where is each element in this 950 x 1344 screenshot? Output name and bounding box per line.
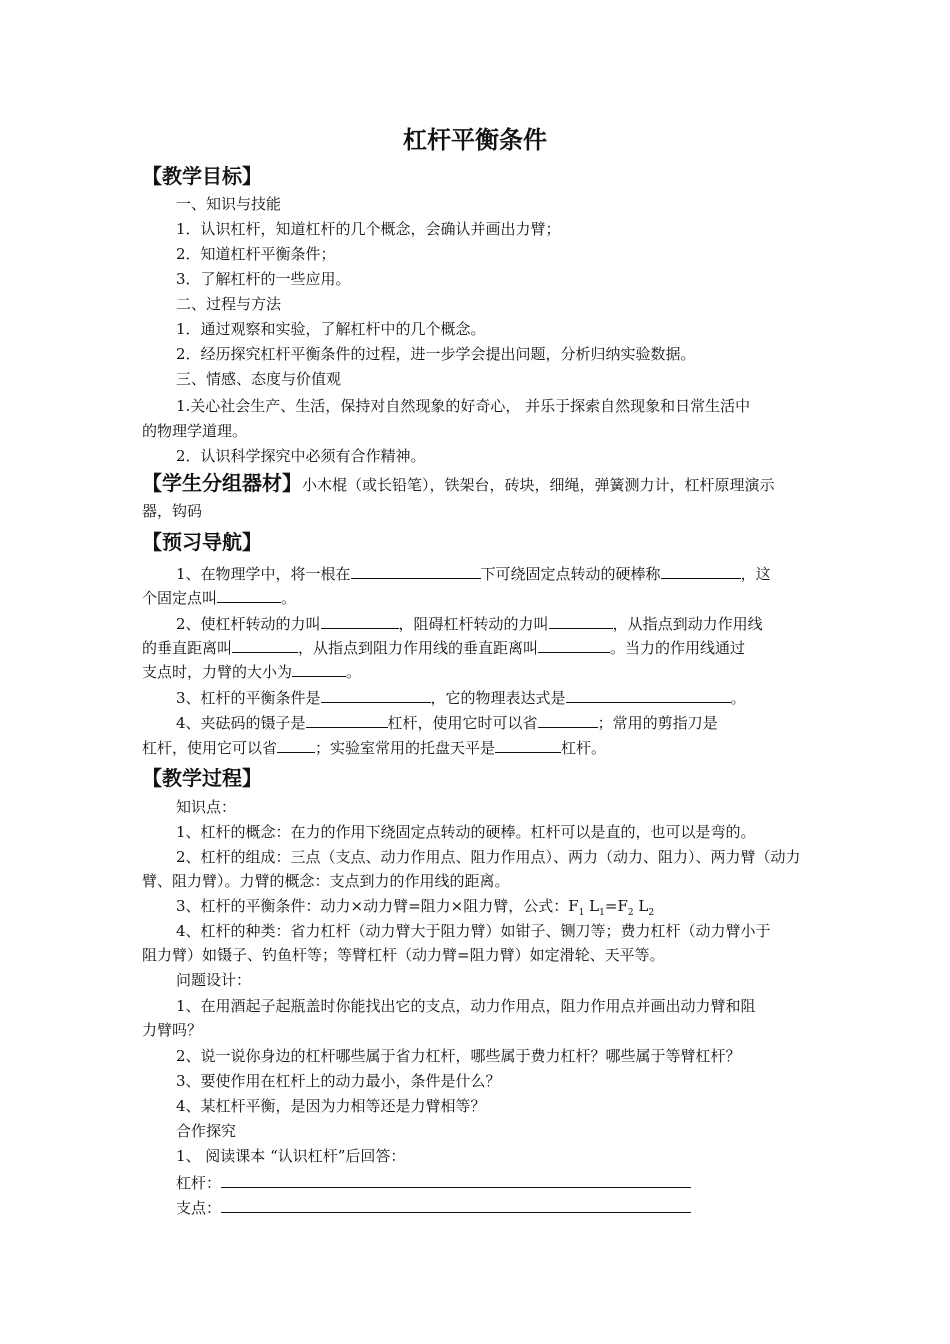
answer-blank[interactable] <box>351 560 481 579</box>
preview-question-2-cont: 支点时，力臂的大小为 。 <box>142 658 810 684</box>
process-line: 1、 阅读课本 “认识杠杆”后回答： <box>176 1147 406 1165</box>
process-line: 臂、阻力臂）。力臂的概念：支点到力的作用线的距离。 <box>142 872 510 890</box>
goal-line: 1.关心社会生产、生活，保持对自然现象的好奇心， 并乐于探索自然现象和日常生活中 <box>176 397 751 415</box>
preview-question-4-cont: 杠杆，使用它可以省 ；实验室常用的托盘天平是 杠杆。 <box>142 734 810 760</box>
goal-line: 的物理学道理。 <box>142 422 248 440</box>
equipment-text: 小木棍（或长铅笔），铁架台，砖块，细绳，弹簧测力计，杠杆原理演示 <box>302 476 775 494</box>
answer-blank[interactable] <box>217 584 281 603</box>
process-line: 4、杠杆的种类：省力杠杆（动力臂大于阻力臂）如钳子、铡刀等；费力杠杆（动力臂小于 <box>176 922 771 940</box>
process-line: 3、要使作用在杠杆上的动力最小，条件是什么？ <box>176 1072 501 1090</box>
answer-blank[interactable] <box>277 734 315 753</box>
goal-line: 二、过程与方法 <box>176 295 282 313</box>
process-line: 阻力臂）如镊子、钓鱼杆等；等臂杠杆（动力臂=阻力臂）如定滑轮、天平等。 <box>142 946 665 964</box>
goal-line: 三、情感、态度与价值观 <box>176 370 342 388</box>
answer-blank[interactable] <box>566 684 731 703</box>
answer-line-lever: 杠杆： <box>142 1169 844 1195</box>
process-line: 合作探究 <box>176 1122 237 1140</box>
preview-question-1: 1、在物理学中，将一根在 下可绕固定点转动的硬棒称 ，这 <box>142 560 844 586</box>
answer-blank[interactable] <box>321 684 431 703</box>
answer-blank[interactable] <box>221 1169 691 1188</box>
answer-blank[interactable] <box>221 1194 691 1213</box>
goal-line: 3．了解杠杆的一些应用。 <box>176 270 351 288</box>
goal-line: 2．知道杠杆平衡条件； <box>176 245 336 263</box>
preview-question-3: 3、杠杆的平衡条件是 ，它的物理表达式是 。 <box>142 684 844 710</box>
process-line: 1、在用酒起子起瓶盖时你能找出它的支点，动力作用点，阻力作用点并画出动力臂和阻 <box>176 997 756 1015</box>
answer-blank[interactable] <box>292 658 346 677</box>
goal-line: 一、知识与技能 <box>176 195 282 213</box>
process-line: 问题设计： <box>176 971 252 989</box>
section-heading-equipment: 【学生分组器材】 <box>142 471 302 495</box>
section-heading-preview: 【预习导航】 <box>142 530 262 554</box>
answer-blank[interactable] <box>538 709 598 728</box>
goal-line: 2．认识科学探究中必须有合作精神。 <box>176 447 426 465</box>
answer-line-fulcrum: 支点： <box>142 1194 844 1220</box>
goal-line: 2．经历探究杠杆平衡条件的过程，进一步学会提出问题，分析归纳实验数据。 <box>176 345 696 363</box>
answer-blank[interactable] <box>321 610 399 629</box>
process-line: 2、说一说你身边的杠杆哪些属于省力杠杆，哪些属于费力杠杆？哪些属于等臂杠杆？ <box>176 1047 741 1065</box>
answer-blank[interactable] <box>549 610 613 629</box>
process-line: 4、某杠杆平衡，是因为力相等还是力臂相等？ <box>176 1097 486 1115</box>
equipment-line: 器，钩码 <box>142 502 203 520</box>
preview-question-2: 2、使杠杆转动的力叫 ，阻碍杠杆转动的力叫 ，从指点到动力作用线 <box>142 610 844 636</box>
equipment-line <box>142 469 810 499</box>
page-title: 杠杆平衡条件 <box>403 126 547 154</box>
section-heading-goals: 【教学目标】 <box>142 164 262 188</box>
process-line: 力臂吗？ <box>142 1021 203 1039</box>
formula-line: 3、杠杆的平衡条件：动力×动力臂=阻力×阻力臂，公式：$F_1$ $L_1=F_2$ $L_2$ <box>176 897 655 918</box>
process-line: 知识点： <box>176 798 237 816</box>
preview-question-4: 4、夹砝码的镊子是 杠杆，使用它时可以省 ；常用的剪指刀是 <box>142 709 844 735</box>
goal-line: 1．认识杠杆，知道杠杆的几个概念，会确认并画出力臂； <box>176 220 561 238</box>
process-line: 2、杠杆的组成：三点（支点、动力作用点、阻力作用点）、两力（动力、阻力）、两力臂（动力 <box>176 848 801 866</box>
answer-blank[interactable] <box>495 734 561 753</box>
process-line: 1、杠杆的概念：在力的作用下绕固定点转动的硬棒。杠杆可以是直的，也可以是弯的。 <box>176 823 756 841</box>
answer-blank[interactable] <box>538 634 610 653</box>
preview-question-1-cont: 个固定点叫 。 <box>142 584 810 610</box>
answer-blank[interactable] <box>306 709 388 728</box>
preview-question-2-cont: 的垂直距离叫 ，从指点到阻力作用线的垂直距离叫 。当力的作用线通过 <box>142 634 810 660</box>
goal-line: 1．通过观察和实验，了解杠杆中的几个概念。 <box>176 320 486 338</box>
answer-blank[interactable] <box>232 634 298 653</box>
answer-blank[interactable] <box>661 560 741 579</box>
section-heading-process: 【教学过程】 <box>142 766 262 790</box>
